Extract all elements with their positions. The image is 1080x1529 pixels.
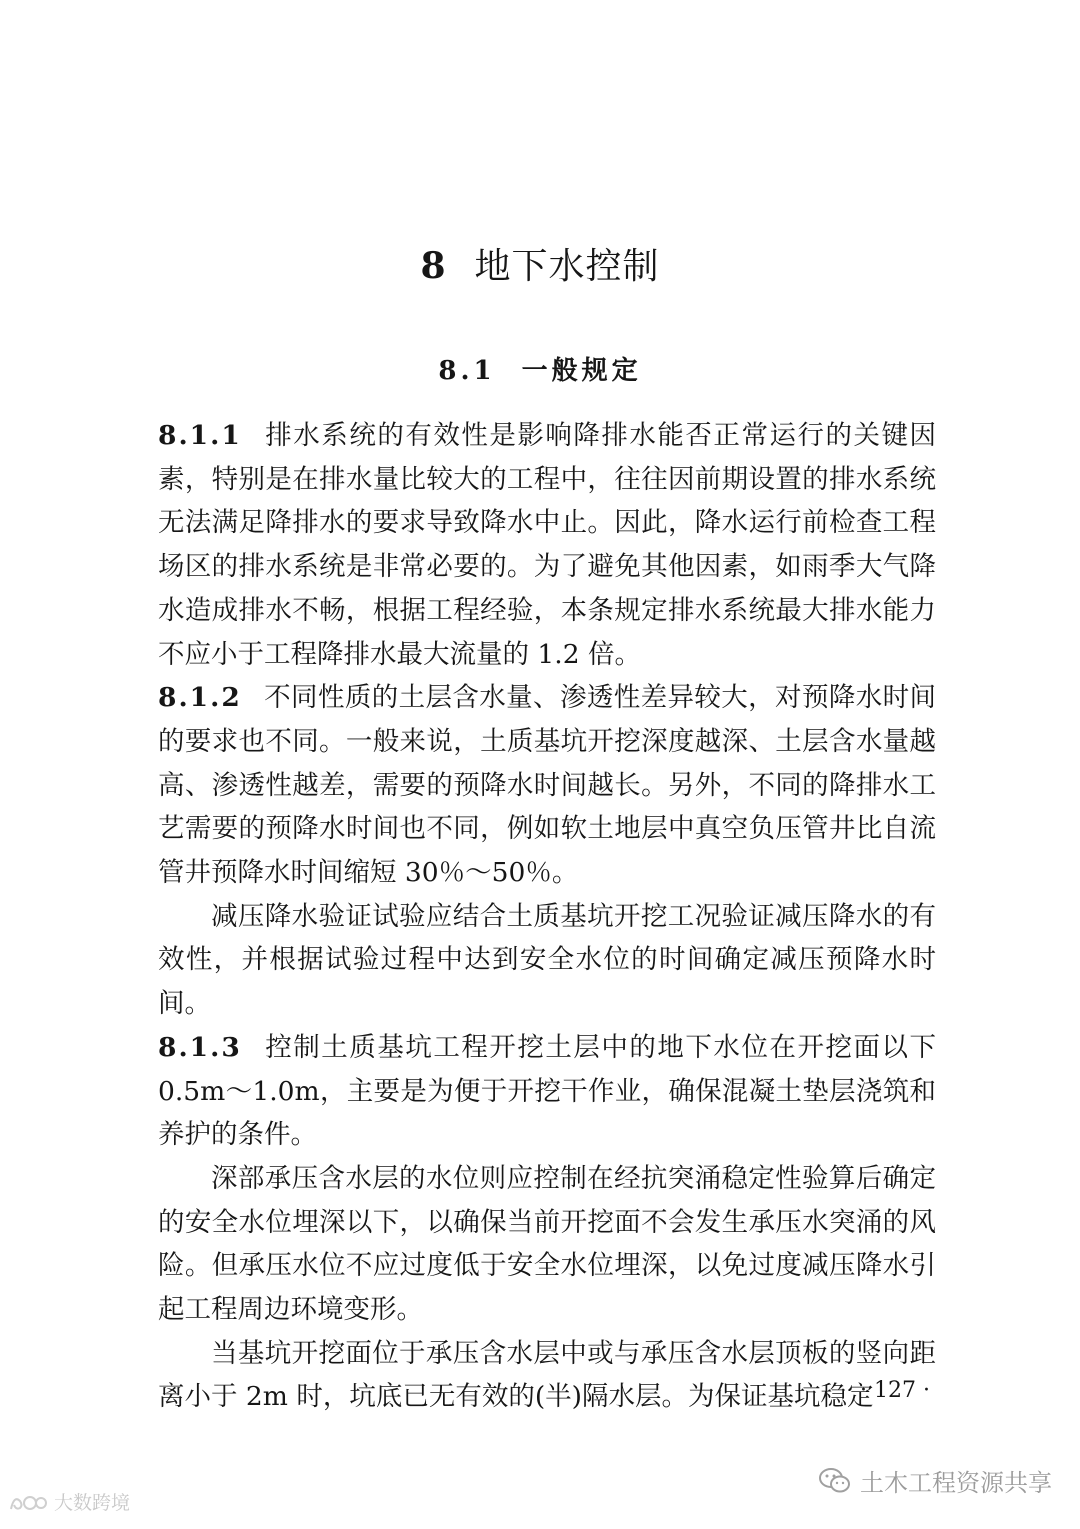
brand-logo-icon [8,1491,48,1513]
paragraph-text: 控制土质基坑工程开挖土层中的地下水位在开挖面以下 0.5m～1.0m，主要是为便于开挖干作业，确保混凝土垫层浇筑和养护的条件。 [158,1031,936,1151]
clause-number: 8.1.1 [158,420,242,451]
chapter-number: 8 [420,245,447,287]
section-title-text: 一般规定 [521,356,642,386]
page-number: · 127 · [860,1378,930,1403]
paragraph [158,676,936,895]
section-number: 8.1 [438,356,496,386]
wechat-icon [818,1466,852,1496]
chapter-title-text: 地下水控制 [474,246,660,287]
clause-number: 8.1.2 [158,682,242,714]
clause-number: 8.1.3 [158,1031,242,1063]
paragraph-text: 当基坑开挖面位于承压含水层中或与承压含水层顶板的竖向距离小于 2m 时，坑底已无有效的(半)隔水层。为保证基坑稳定 [158,1337,936,1413]
section-title [0,350,1080,392]
body-text [158,414,936,1419]
watermark-right [818,1463,1052,1498]
watermark-left [8,1488,130,1515]
watermark-right-text: 土木工程资源共享 [860,1469,1052,1497]
paragraph-text: 不同性质的土层含水量、渗透性差异较大，对预降水时间的要求也不同。一般来说，土质基坑开挖深度越深、土层含水量越高、渗透性越差，需要的预降水时间越长。另外，不同的降排水工艺需要的预降水时间也不同，例如软土地层中真空负压管井比自流管井预降水时间缩短 30％～50％。 [158,682,936,889]
paragraph [158,895,936,1026]
paragraph-text: 深部承压含水层的水位则应控制在经抗突涌稳定性验算后确定的安全水位埋深以下，以确保当前开挖面不会发生承压水突涌的风险。但承压水位不应过度低于安全水位埋深，以免过度减压降水引起工程周边环境变形。 [158,1162,936,1326]
paragraph [158,414,936,676]
chapter-title [0,238,1080,295]
paragraph [158,1157,936,1332]
paragraph-text: 减压降水验证试验应结合土质基坑开挖工况验证减压降水的有效性，并根据试验过程中达到安全水位的时间确定减压预降水时间。 [158,900,936,1020]
watermark-left-text: 大数跨境 [54,1492,131,1514]
paragraph-text: 排水系统的有效性是影响降排水能否正常运行的关键因素，特别是在排水量比较大的工程中，往往因前期设置的排水系统无法满足降排水的要求导致降水中止。因此，降水运行前检查工程场区的排水系统是非常必要的。为了避免其他因素，如雨季大气降水造成排水不畅，根据工程经验，本条规定排水系统最大排水能力不应小于工程降排水最大流量的 1.2 倍。 [158,420,936,670]
paragraph [158,1026,936,1157]
